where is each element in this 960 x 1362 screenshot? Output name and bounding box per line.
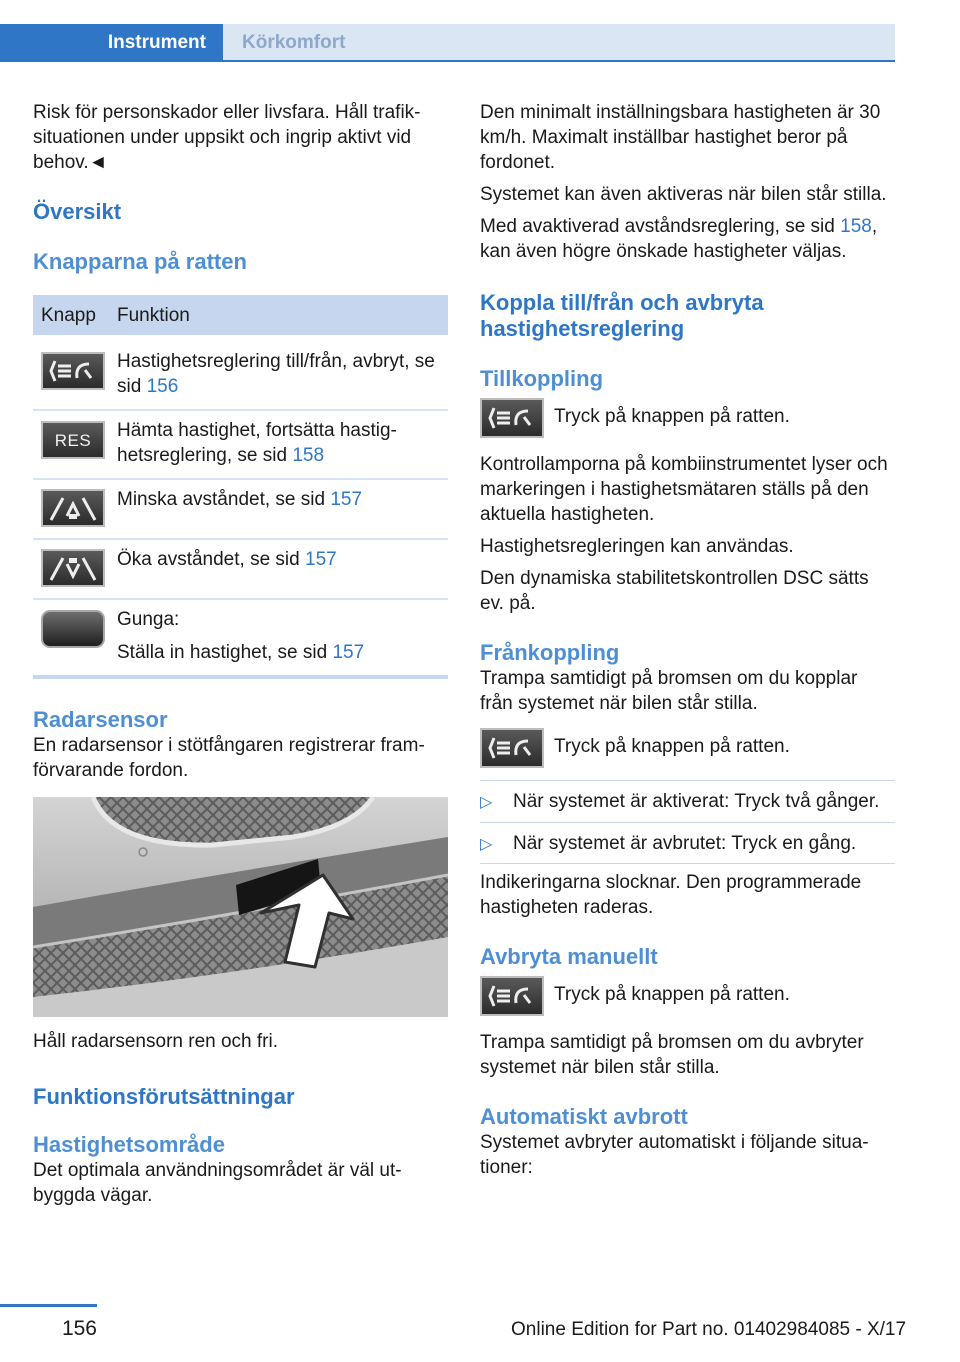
res-icon: RES: [41, 421, 105, 459]
bullet-icon: ▷: [480, 836, 493, 853]
paragraph-part: Med avaktiverad avståndsreglering, se sid: [480, 216, 841, 237]
col-header-knapp: Knapp: [33, 295, 115, 335]
bullet-icon: ▷: [480, 794, 493, 811]
heading-koppla: Koppla till/från och avbryta hastighetsreglering: [480, 290, 764, 341]
omrade-text: Det optimala användningsområdet är väl ut-byggda vägar.: [33, 1160, 402, 1206]
heading-oversikt: Översikt: [33, 199, 122, 224]
footer-divider: [0, 1304, 97, 1307]
paragraph-part: , kan även högre önskade hastigheter väljas.: [480, 216, 878, 262]
footer-edition: Online Edition for Part no. 01402984085 - X/17: [511, 1319, 907, 1340]
cruise-control-icon: [41, 352, 105, 390]
list-item-text: När systemet är avbrutet: Tryck en gång.: [513, 833, 857, 854]
left-column: [33, 100, 448, 1215]
table-row: [33, 335, 448, 410]
row-text: Hämta hastighet, fortsätta hastig-hetsreglering, se sid: [117, 420, 397, 466]
paragraph: Hastighetsregleringen kan användas.: [480, 536, 794, 557]
row-text: Hastighetsreglering till/från, avbryt, se sid: [117, 351, 435, 397]
table-row: [33, 539, 448, 599]
paragraph: Den minimalt inställningsbara hastigheten är 30 km/h. Maximalt inställbar hastighet beror på fordonet.: [480, 102, 881, 173]
buttons-table: [33, 295, 448, 679]
press-text: Tryck på knappen på ratten.: [554, 984, 790, 1005]
press-button-row: [480, 734, 895, 768]
paragraph: Systemet avbryter automatiskt i följande situa-tioner:: [480, 1132, 869, 1178]
row-text: Öka avståndet, se sid: [117, 549, 305, 570]
heading-avbryta-manuellt: Avbryta manuellt: [480, 944, 658, 969]
press-text: Tryck på knappen på ratten.: [554, 406, 790, 427]
page-number: 156: [61, 1317, 97, 1340]
press-text: Tryck på knappen på ratten.: [554, 736, 790, 757]
paragraph: Trampa samtidigt på bromsen om du avbryter systemet när bilen står stilla.: [480, 1032, 864, 1078]
row-text: Ställa in hastighet, se sid: [117, 642, 333, 663]
heading-knapparna: Knapparna på ratten: [33, 249, 247, 274]
row-text: Minska avståndet, se sid: [117, 489, 331, 510]
col-header-funktion: Funktion: [115, 295, 448, 335]
heading-frankoppling: Frånkoppling: [480, 640, 620, 665]
distance-decrease-icon: [41, 489, 105, 527]
heading-tillkoppling: Tillkoppling: [480, 366, 604, 391]
press-button-row: [480, 404, 895, 438]
header-divider: [0, 60, 895, 62]
tab-korkomfort[interactable]: Körkomfort: [223, 24, 895, 62]
cruise-control-icon: [480, 976, 544, 1016]
paragraph: Systemet kan även aktiveras när bilen står stilla.: [480, 184, 887, 205]
page-link[interactable]: 158: [292, 445, 325, 466]
cruise-control-icon: [480, 398, 544, 438]
page-link[interactable]: 157: [305, 549, 337, 570]
table-row: [33, 410, 448, 479]
warning-text: Risk för personskador eller livsfara. Håll trafik-situationen under uppsikt och ingrip aktivt vid behov.◄: [33, 102, 421, 173]
heading-funktionsforutsattningar: Funktionsförutsättningar: [33, 1084, 295, 1109]
paragraph: Den dynamiska stabilitetskontrollen DSC sätts ev. på.: [480, 568, 869, 614]
table-row: [33, 479, 448, 539]
paragraph: [480, 214, 895, 264]
radar-sensor-photo: [33, 797, 448, 1017]
heading-automatiskt-avbrott: Automatiskt avbrott: [480, 1104, 688, 1129]
header-tabs: [0, 0, 895, 62]
heading-hastighetsomrade: Hastighetsområde: [33, 1132, 225, 1157]
radar-caption: Håll radarsensorn ren och fri.: [33, 1031, 278, 1052]
tab-instrument[interactable]: Instrument: [0, 24, 223, 62]
press-button-row: [480, 982, 895, 1016]
row-text: Gunga:: [117, 609, 180, 630]
page-link[interactable]: 156: [146, 376, 179, 397]
list-item-text: När systemet är aktiverat: Tryck två gånger.: [513, 791, 880, 812]
table-header-row: [33, 295, 448, 335]
paragraph: Indikeringarna slocknar. Den programmerade hastigheten raderas.: [480, 872, 862, 918]
rocker-switch-icon: [41, 610, 105, 648]
divider: [480, 780, 895, 781]
heading-radarsensor: Radarsensor: [33, 707, 168, 732]
page-link[interactable]: 158: [840, 216, 872, 237]
radar-text: En radarsensor i stötfångaren registrerar fram-förvarande fordon.: [33, 735, 425, 781]
right-column: [480, 100, 895, 1187]
distance-increase-icon: [41, 549, 105, 587]
list-item: [480, 789, 895, 823]
paragraph: Kontrollamporna på kombiinstrumentet lyser och markeringen i hastighetsmätaren ställs på den aktuella hastigheten.: [480, 454, 888, 525]
page-link[interactable]: 157: [332, 642, 365, 663]
cruise-control-icon: [480, 728, 544, 768]
table-row: [33, 599, 448, 677]
paragraph: Trampa samtidigt på bromsen om du kopplar från systemet när bilen står stilla.: [480, 668, 858, 714]
list-item: [480, 831, 895, 864]
page-link[interactable]: 157: [330, 489, 363, 510]
